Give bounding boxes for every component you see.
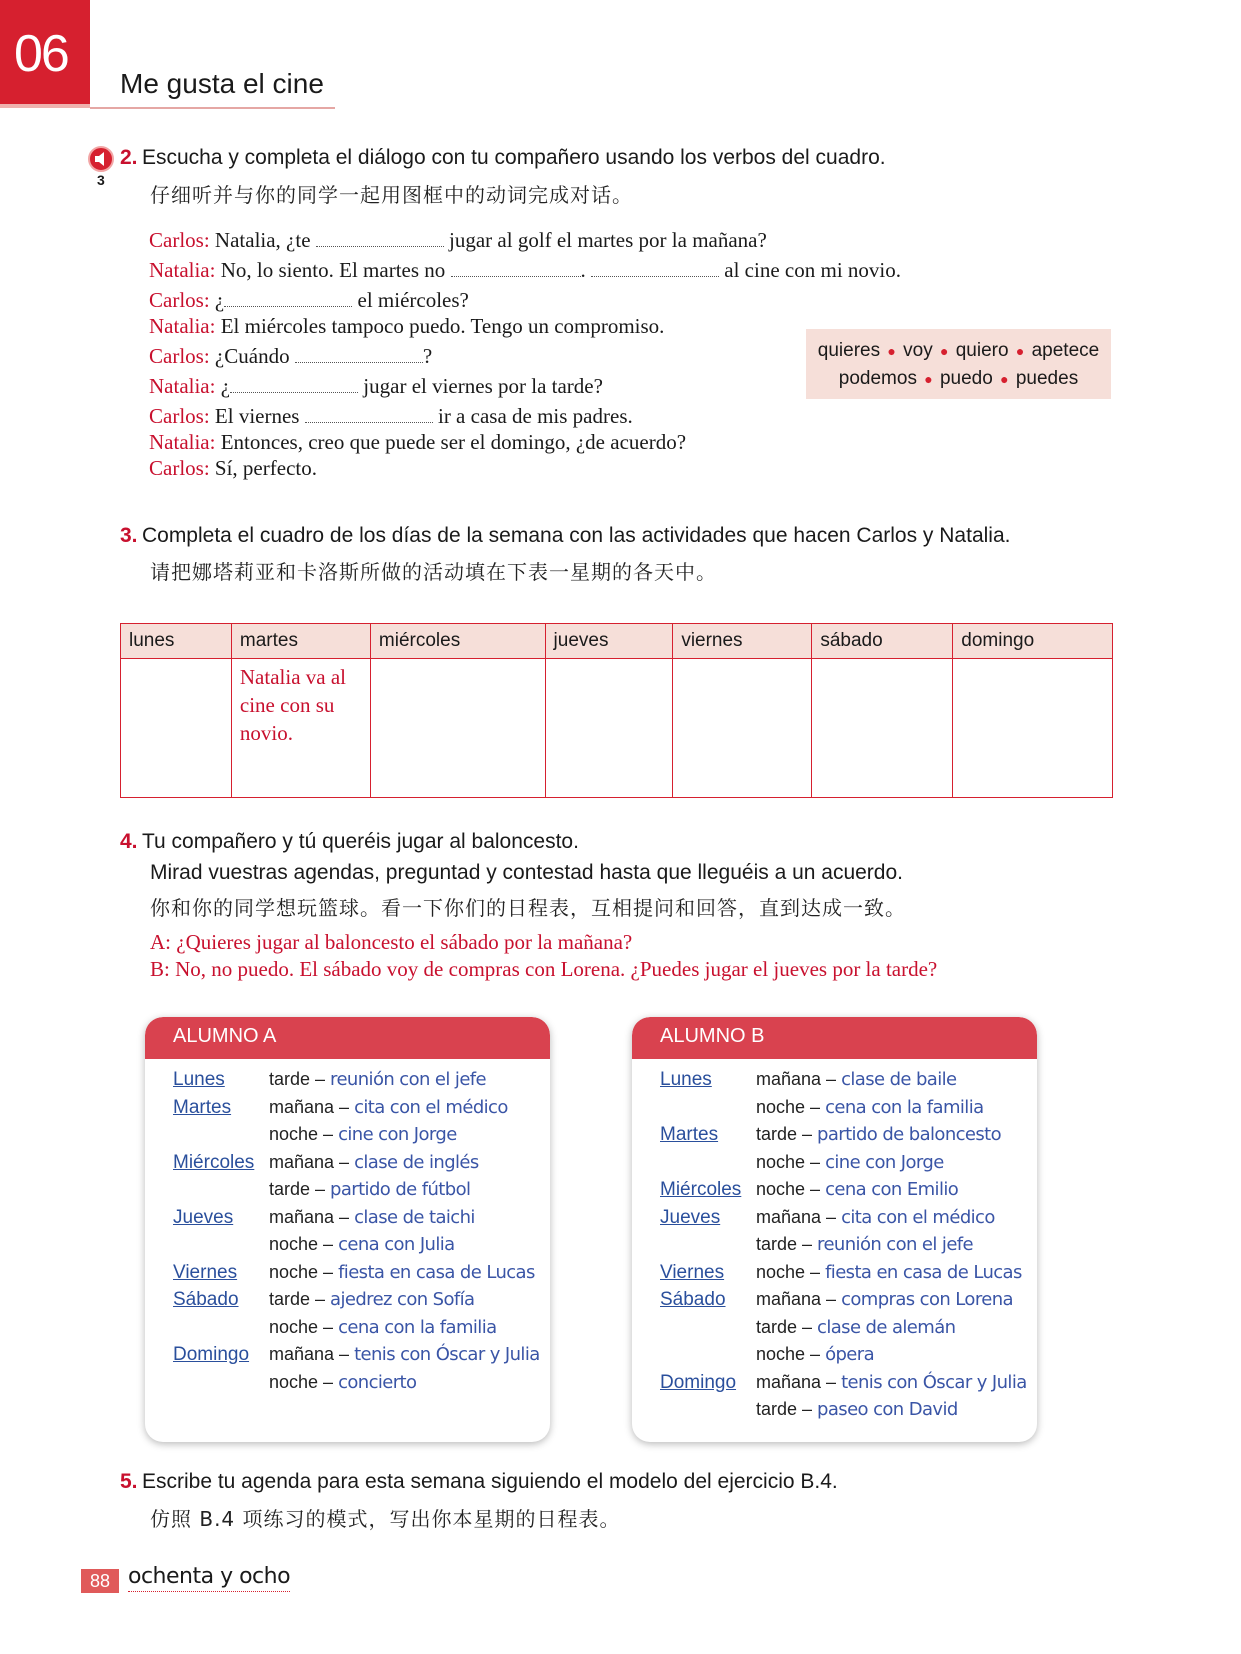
dialogue-line: Carlos: ¿ el miércoles? [149, 288, 469, 312]
agenda-entry [756, 1097, 984, 1118]
agenda-entry [269, 1207, 475, 1228]
exercise-instruction-2: Mirad vuestras agendas, preguntad y contestad hasta que lleguéis a un acuerdo. [150, 861, 903, 884]
agenda-entry [269, 1372, 416, 1393]
agenda-activity: partido de baloncesto [817, 1124, 1002, 1145]
day-cell[interactable] [545, 659, 673, 798]
exercise-number: 4. [120, 830, 138, 853]
exercise-instruction-zh: 你和你的同学想玩篮球。看一下你们的日程表，互相提问和回答，直到达成一致。 [150, 896, 906, 920]
agenda-entry [756, 1069, 957, 1090]
agenda-day: Viernes [173, 1261, 238, 1283]
exercise-number: 2. [120, 146, 138, 169]
agenda-time: noche – [756, 1151, 826, 1172]
blank-field[interactable] [230, 378, 358, 393]
day-header: viernes [673, 624, 812, 659]
unit-title: Me gusta el cine [120, 68, 324, 99]
agenda-day: Miércoles [660, 1179, 742, 1200]
agenda-activity: cine con Jorge [825, 1151, 944, 1173]
unit-tab-rule [0, 104, 90, 108]
page-number-words: ochenta y ocho [128, 1564, 290, 1592]
exercise-3-header [120, 524, 1010, 548]
exercise-number: 3. [120, 524, 138, 547]
agenda-day: Sábado [660, 1289, 726, 1310]
unit-number: 06 [14, 25, 68, 83]
agenda-time: tarde – [269, 1179, 331, 1199]
agenda-entry [756, 1289, 1013, 1310]
agenda-activity: partido de fútbol [330, 1179, 471, 1200]
day-cell[interactable] [370, 659, 545, 798]
blank-field[interactable] [295, 348, 423, 363]
agenda-time: mañana – [269, 1096, 355, 1117]
exercise-instruction: Escribe tu agenda para esta semana siguiendo el modelo del ejercicio B.4. [141, 1470, 838, 1493]
day-cell[interactable] [953, 659, 1113, 798]
agenda-time: mañana – [756, 1289, 842, 1309]
agenda-time: noche – [269, 1316, 339, 1337]
agenda-activity: reunión con el jefe [330, 1069, 487, 1090]
agenda-time: noche – [269, 1234, 339, 1254]
dialogue-line: Natalia: El miércoles tampoco puedo. Tengo un compromiso. [149, 314, 665, 338]
dialogue-line: Carlos: Natalia, ¿te jugar al golf el martes por la mañana? [149, 228, 767, 252]
agenda-entry [756, 1234, 973, 1255]
week-header-row [121, 624, 1113, 659]
exercise-instruction-zh: 请把娜塔莉亚和卡洛斯所做的活动填在下表一星期的各天中。 [150, 560, 717, 584]
agenda-activity: clase de taichi [354, 1206, 475, 1228]
agenda-activity: clase de inglés [354, 1151, 479, 1173]
agenda-time: mañana – [756, 1206, 842, 1227]
verb-box: quieres ● voy ● quiero ● apetece podemos ● puedo ● puedes [806, 329, 1111, 399]
agenda-time: noche – [269, 1124, 339, 1144]
agenda-entry [269, 1317, 497, 1338]
agenda-day: Jueves [660, 1206, 721, 1228]
day-header: lunes [121, 624, 232, 659]
week-entry-row [121, 659, 1113, 798]
agenda-time: noche – [756, 1179, 826, 1199]
agenda-entry [756, 1372, 1027, 1393]
example-b: B: No, no puedo. El sábado voy de compras con Lorena. ¿Puedes jugar el jueves por la tarde? [150, 957, 938, 981]
agenda-time: noche – [756, 1096, 826, 1117]
card-title: ALUMNO A [145, 1017, 550, 1059]
agenda-entry [756, 1344, 874, 1365]
exercise-instruction-zh: 仔细听并与你的同学一起用图框中的动词完成对话。 [150, 183, 633, 207]
agenda-activity: clase de baile [841, 1069, 957, 1090]
agenda-time: tarde – [269, 1069, 331, 1089]
page-number: 88 [81, 1569, 119, 1593]
title-rule [90, 107, 335, 109]
agenda-activity: ópera [825, 1344, 875, 1365]
blank-field[interactable] [305, 408, 433, 423]
agenda-entry [269, 1344, 540, 1365]
dialogue-line: Carlos: Sí, perfecto. [149, 456, 317, 480]
blank-field[interactable] [591, 262, 719, 277]
agenda-card-alumno-b [632, 1017, 1037, 1442]
agenda-activity: concierto [338, 1371, 417, 1393]
agenda-time: mañana – [269, 1344, 355, 1364]
agenda-day: Domingo [173, 1344, 250, 1365]
audio-track-number: 3 [97, 172, 105, 188]
dialogue-line: Carlos: ¿Cuándo ? [149, 344, 433, 368]
day-header: jueves [545, 624, 673, 659]
agenda-day: Martes [173, 1096, 232, 1118]
agenda-entry [756, 1207, 995, 1228]
dialogue-line: Natalia: No, lo siento. El martes no . al cine con mi novio. [149, 258, 901, 282]
agenda-activity: fiesta en casa de Lucas [825, 1261, 1022, 1283]
day-cell[interactable] [121, 659, 232, 798]
agenda-entry [269, 1262, 535, 1283]
agenda-entry [756, 1262, 1022, 1283]
agenda-time: tarde – [756, 1316, 818, 1337]
agenda-time: noche – [756, 1261, 826, 1282]
agenda-activity: cita con el médico [354, 1096, 508, 1118]
agenda-activity: cena con la familia [825, 1096, 984, 1118]
agenda-activity: tenis con Óscar y Julia [841, 1371, 1027, 1393]
agenda-day: Martes [660, 1124, 719, 1145]
dialogue-line: Natalia: Entonces, creo que puede ser el domingo, ¿de acuerdo? [149, 430, 687, 454]
agenda-entry [269, 1179, 470, 1200]
dialogue-line: Carlos: El viernes ir a casa de mis padres. [149, 404, 633, 428]
agenda-activity: compras con Lorena [841, 1289, 1013, 1310]
blank-field[interactable] [224, 292, 352, 307]
exercise-instruction: Completa el cuadro de los días de la semana con las actividades que hacen Carlos y Natalia. [141, 524, 1011, 547]
agenda-entry [756, 1399, 958, 1420]
agenda-entry [269, 1289, 474, 1310]
agenda-day: Domingo [660, 1371, 737, 1393]
agenda-day: Lunes [173, 1069, 225, 1090]
agenda-entry [269, 1124, 457, 1145]
agenda-entry [756, 1152, 944, 1173]
agenda-time: mañana – [756, 1069, 842, 1089]
agenda-day: Jueves [173, 1206, 234, 1228]
agenda-day: Sábado [173, 1289, 239, 1310]
agenda-time: mañana – [269, 1151, 355, 1172]
agenda-entry [756, 1179, 958, 1200]
day-cell[interactable]: Natalia va al cine con su novio. [231, 659, 370, 798]
agenda-time: noche – [269, 1261, 339, 1282]
agenda-day: Viernes [660, 1261, 725, 1283]
blank-field[interactable] [451, 262, 581, 277]
agenda-time: mañana – [756, 1371, 842, 1392]
agenda-entry [756, 1124, 1001, 1145]
agenda-day: Lunes [660, 1069, 712, 1090]
agenda-activity: tenis con Óscar y Julia [354, 1344, 540, 1365]
agenda-time: tarde – [756, 1124, 818, 1144]
card-title: ALUMNO B [632, 1017, 1037, 1059]
day-header: miércoles [370, 624, 545, 659]
week-table [120, 623, 1113, 798]
agenda-day: Miércoles [173, 1151, 255, 1173]
agenda-activity: fiesta en casa de Lucas [338, 1261, 535, 1283]
agenda-time: tarde – [269, 1289, 331, 1309]
agenda-activity: cine con Jorge [338, 1124, 457, 1145]
exercise-instruction-zh: 仿照 B.4 项练习的模式，写出你本星期的日程表。 [150, 1507, 621, 1531]
agenda-time: tarde – [756, 1399, 818, 1419]
agenda-activity: cita con el médico [841, 1206, 995, 1228]
agenda-time: tarde – [756, 1234, 818, 1254]
agenda-activity: paseo con David [817, 1399, 958, 1420]
agenda-entry [269, 1152, 479, 1173]
agenda-card-alumno-a [145, 1017, 550, 1442]
day-header: sábado [812, 624, 953, 659]
day-header: domingo [953, 624, 1113, 659]
exercise-4-header [120, 830, 579, 854]
agenda-activity: cena con Julia [338, 1234, 455, 1255]
audio-speaker-icon[interactable] [88, 146, 114, 172]
agenda-entry [269, 1234, 455, 1255]
exercise-number: 5. [120, 1470, 138, 1493]
agenda-entry [269, 1069, 486, 1090]
day-cell[interactable] [812, 659, 953, 798]
agenda-activity: cena con la familia [338, 1316, 497, 1338]
agenda-entry [756, 1317, 955, 1338]
agenda-activity: cena con Emilio [825, 1179, 959, 1200]
exercise-instruction: Escucha y completa el diálogo con tu compañero usando los verbos del cuadro. [141, 146, 886, 169]
exercise-instruction: Tu compañero y tú queréis jugar al baloncesto. [141, 830, 579, 853]
exercise-5-header [120, 1470, 838, 1494]
agenda-entry [269, 1097, 508, 1118]
dialogue [149, 227, 901, 481]
dialogue-line: Natalia: ¿ jugar el viernes por la tarde? [149, 374, 603, 398]
day-header: martes [231, 624, 370, 659]
agenda-time: noche – [269, 1371, 339, 1392]
agenda-activity: clase de alemán [817, 1316, 956, 1338]
blank-field[interactable] [316, 232, 444, 247]
day-cell[interactable] [673, 659, 812, 798]
agenda-time: noche – [756, 1344, 826, 1364]
agenda-activity: ajedrez con Sofía [330, 1289, 475, 1310]
agenda-activity: reunión con el jefe [817, 1234, 974, 1255]
exercise-2-header [120, 146, 886, 170]
agenda-time: mañana – [269, 1206, 355, 1227]
example-a: A: ¿Quieres jugar al baloncesto el sábado por la mañana? [150, 930, 633, 954]
